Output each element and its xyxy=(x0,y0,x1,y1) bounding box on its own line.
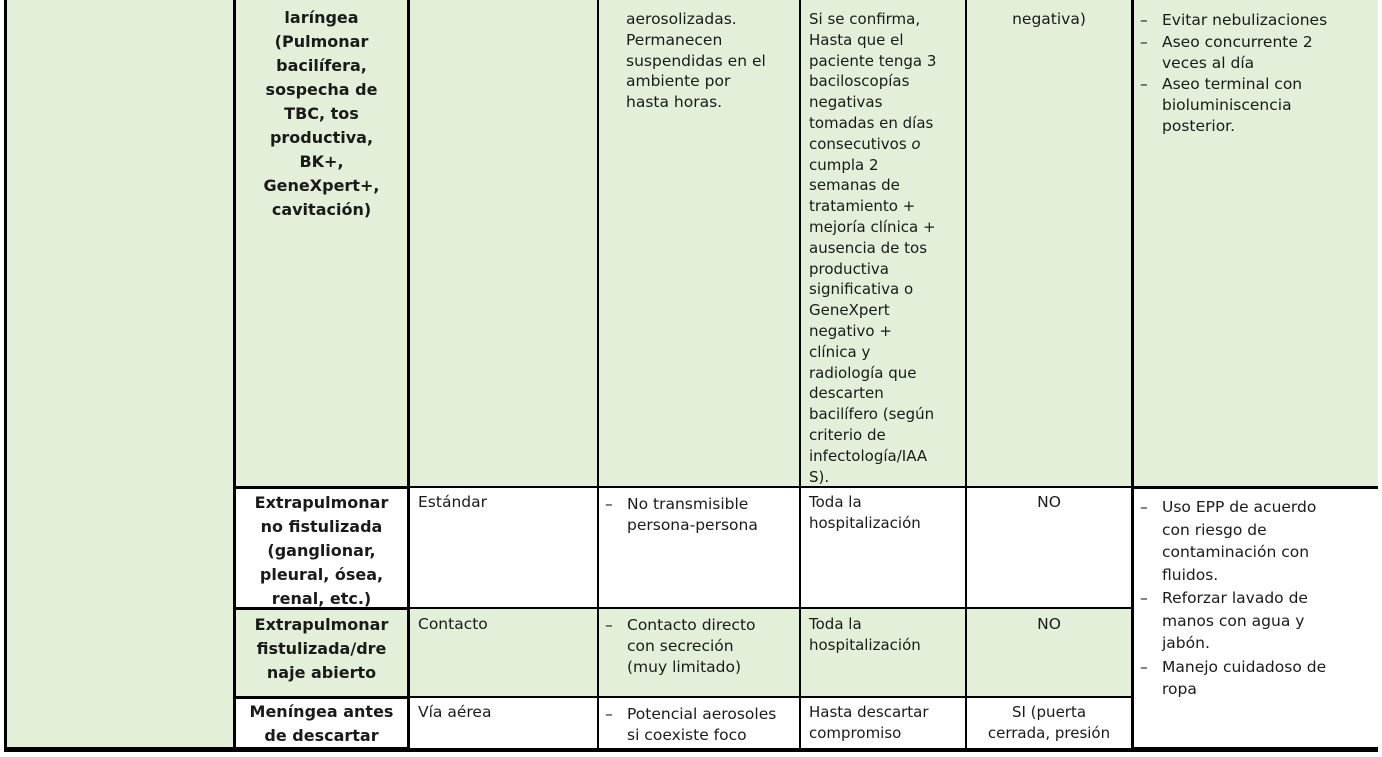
duration-line: Hasta que el xyxy=(809,30,904,49)
category-cell xyxy=(4,0,236,750)
precaution-cell-row2: Estándar xyxy=(408,486,599,610)
duration-line: negativas xyxy=(809,93,883,112)
duration-line: mejoría clínica + xyxy=(809,217,936,236)
duration-cell-row3: Toda la hospitalización xyxy=(799,607,967,699)
duration-line: cumpla 2 xyxy=(809,155,879,174)
duration-line: GeneXpert xyxy=(809,301,890,320)
transmission-cell-row3 xyxy=(597,607,801,699)
type-line: sospecha de xyxy=(265,80,378,99)
duration-line: radiología que xyxy=(809,363,917,382)
duration-line: criterio de xyxy=(809,425,886,444)
measures-cell-row1 xyxy=(1131,0,1378,489)
type-line: laríngea xyxy=(284,8,359,27)
isolation-cell-row3: NO xyxy=(965,607,1133,699)
measure-item: – Aseo concurrente 2 veces al día xyxy=(1138,32,1356,74)
isolation-cell-row1 xyxy=(965,0,1133,489)
duration-line: significativa o xyxy=(809,280,914,299)
measure-item: – Uso EPP de acuerdo con riesgo de contaminación con fluidos. xyxy=(1138,496,1356,586)
precaution-cell-row1 xyxy=(408,0,599,489)
duration-line: baciloscopías xyxy=(809,72,910,91)
duration-line: productiva xyxy=(809,259,889,278)
transmission-item: – No transmisible persona-persona xyxy=(603,494,795,536)
type-line: BK+, xyxy=(299,152,344,171)
type-cell-extrapulmonar-no-fistulizada: Extrapulmonar no fistulizada (ganglionar, pleural, ósea, renal, etc.) xyxy=(233,486,410,610)
transmission-cell-row4 xyxy=(597,696,801,750)
type-cell-extrapulmonar-fistulizada: Extrapulmonar fistulizada/dre naje abierto xyxy=(233,607,410,699)
duration-cell-row1 xyxy=(799,0,967,489)
type-line: GeneXpert+, xyxy=(263,176,380,195)
transmission-cell-row2 xyxy=(597,486,801,610)
duration-line: S). xyxy=(809,467,830,486)
duration-line: tratamiento + xyxy=(809,197,916,216)
isolation-table xyxy=(4,0,1378,752)
duration-line xyxy=(809,134,961,155)
type-line: productiva, xyxy=(269,128,374,147)
precaution-cell-row4: Vía aérea xyxy=(408,696,599,750)
type-line: bacilífera, xyxy=(276,56,367,75)
duration-fragment-italic: o xyxy=(911,134,921,153)
duration-line: Si se confirma, xyxy=(809,10,921,28)
measure-item: – Manejo cuidadoso de ropa xyxy=(1138,656,1356,701)
duration-line: paciente tenga 3 xyxy=(809,51,937,70)
transmission-line: aerosolizadas. xyxy=(626,10,737,28)
duration-line: bacilífero (según xyxy=(809,405,935,424)
duration-line: clínica y xyxy=(809,342,871,361)
type-line: TBC, tos xyxy=(284,104,359,123)
type-line: (Pulmonar xyxy=(274,32,369,51)
type-cell-meningea: Meníngea antes de descartar xyxy=(233,696,410,750)
duration-cell-row4: Hasta descartar compromiso xyxy=(799,696,967,750)
transmission-line: hasta horas. xyxy=(626,93,723,112)
duration-line: ausencia de tos xyxy=(809,238,928,257)
isolation-cell-row2: NO xyxy=(965,486,1133,610)
precaution-cell-row3: Contacto xyxy=(408,607,599,699)
isolation-cell-row4: SI (puerta cerrada, presión xyxy=(965,696,1133,750)
duration-line: descarten xyxy=(809,384,884,403)
transmission-item: – Potencial aerosoles si coexiste foco xyxy=(603,704,795,746)
duration-line: semanas de xyxy=(809,176,900,195)
type-line: cavitación) xyxy=(271,200,372,219)
duration-line: tomadas en días xyxy=(809,113,934,132)
measure-item: – Evitar nebulizaciones xyxy=(1138,10,1356,31)
measure-item: – Reforzar lavado de manos con agua y jabón. xyxy=(1138,587,1356,655)
transmission-cell-row1 xyxy=(597,0,801,489)
duration-line: negativo + xyxy=(809,321,892,340)
transmission-item: – Contacto directo con secreción (muy limitado) xyxy=(603,615,795,677)
measure-item: – Aseo terminal con bioluminiscencia posterior. xyxy=(1138,74,1356,136)
duration-fragment: consecutivos xyxy=(809,134,912,153)
duration-line: infectología/IAA xyxy=(809,446,928,465)
transmission-line: ambiente por xyxy=(626,72,731,91)
measures-cell-shared xyxy=(1131,486,1378,750)
type-cell-laringea xyxy=(233,0,410,489)
isolation-text: negativa) xyxy=(1012,10,1086,28)
duration-cell-row2: Toda la hospitalización xyxy=(799,486,967,610)
transmission-line: Permanecen xyxy=(626,30,723,49)
transmission-line: suspendidas en el xyxy=(626,51,766,70)
